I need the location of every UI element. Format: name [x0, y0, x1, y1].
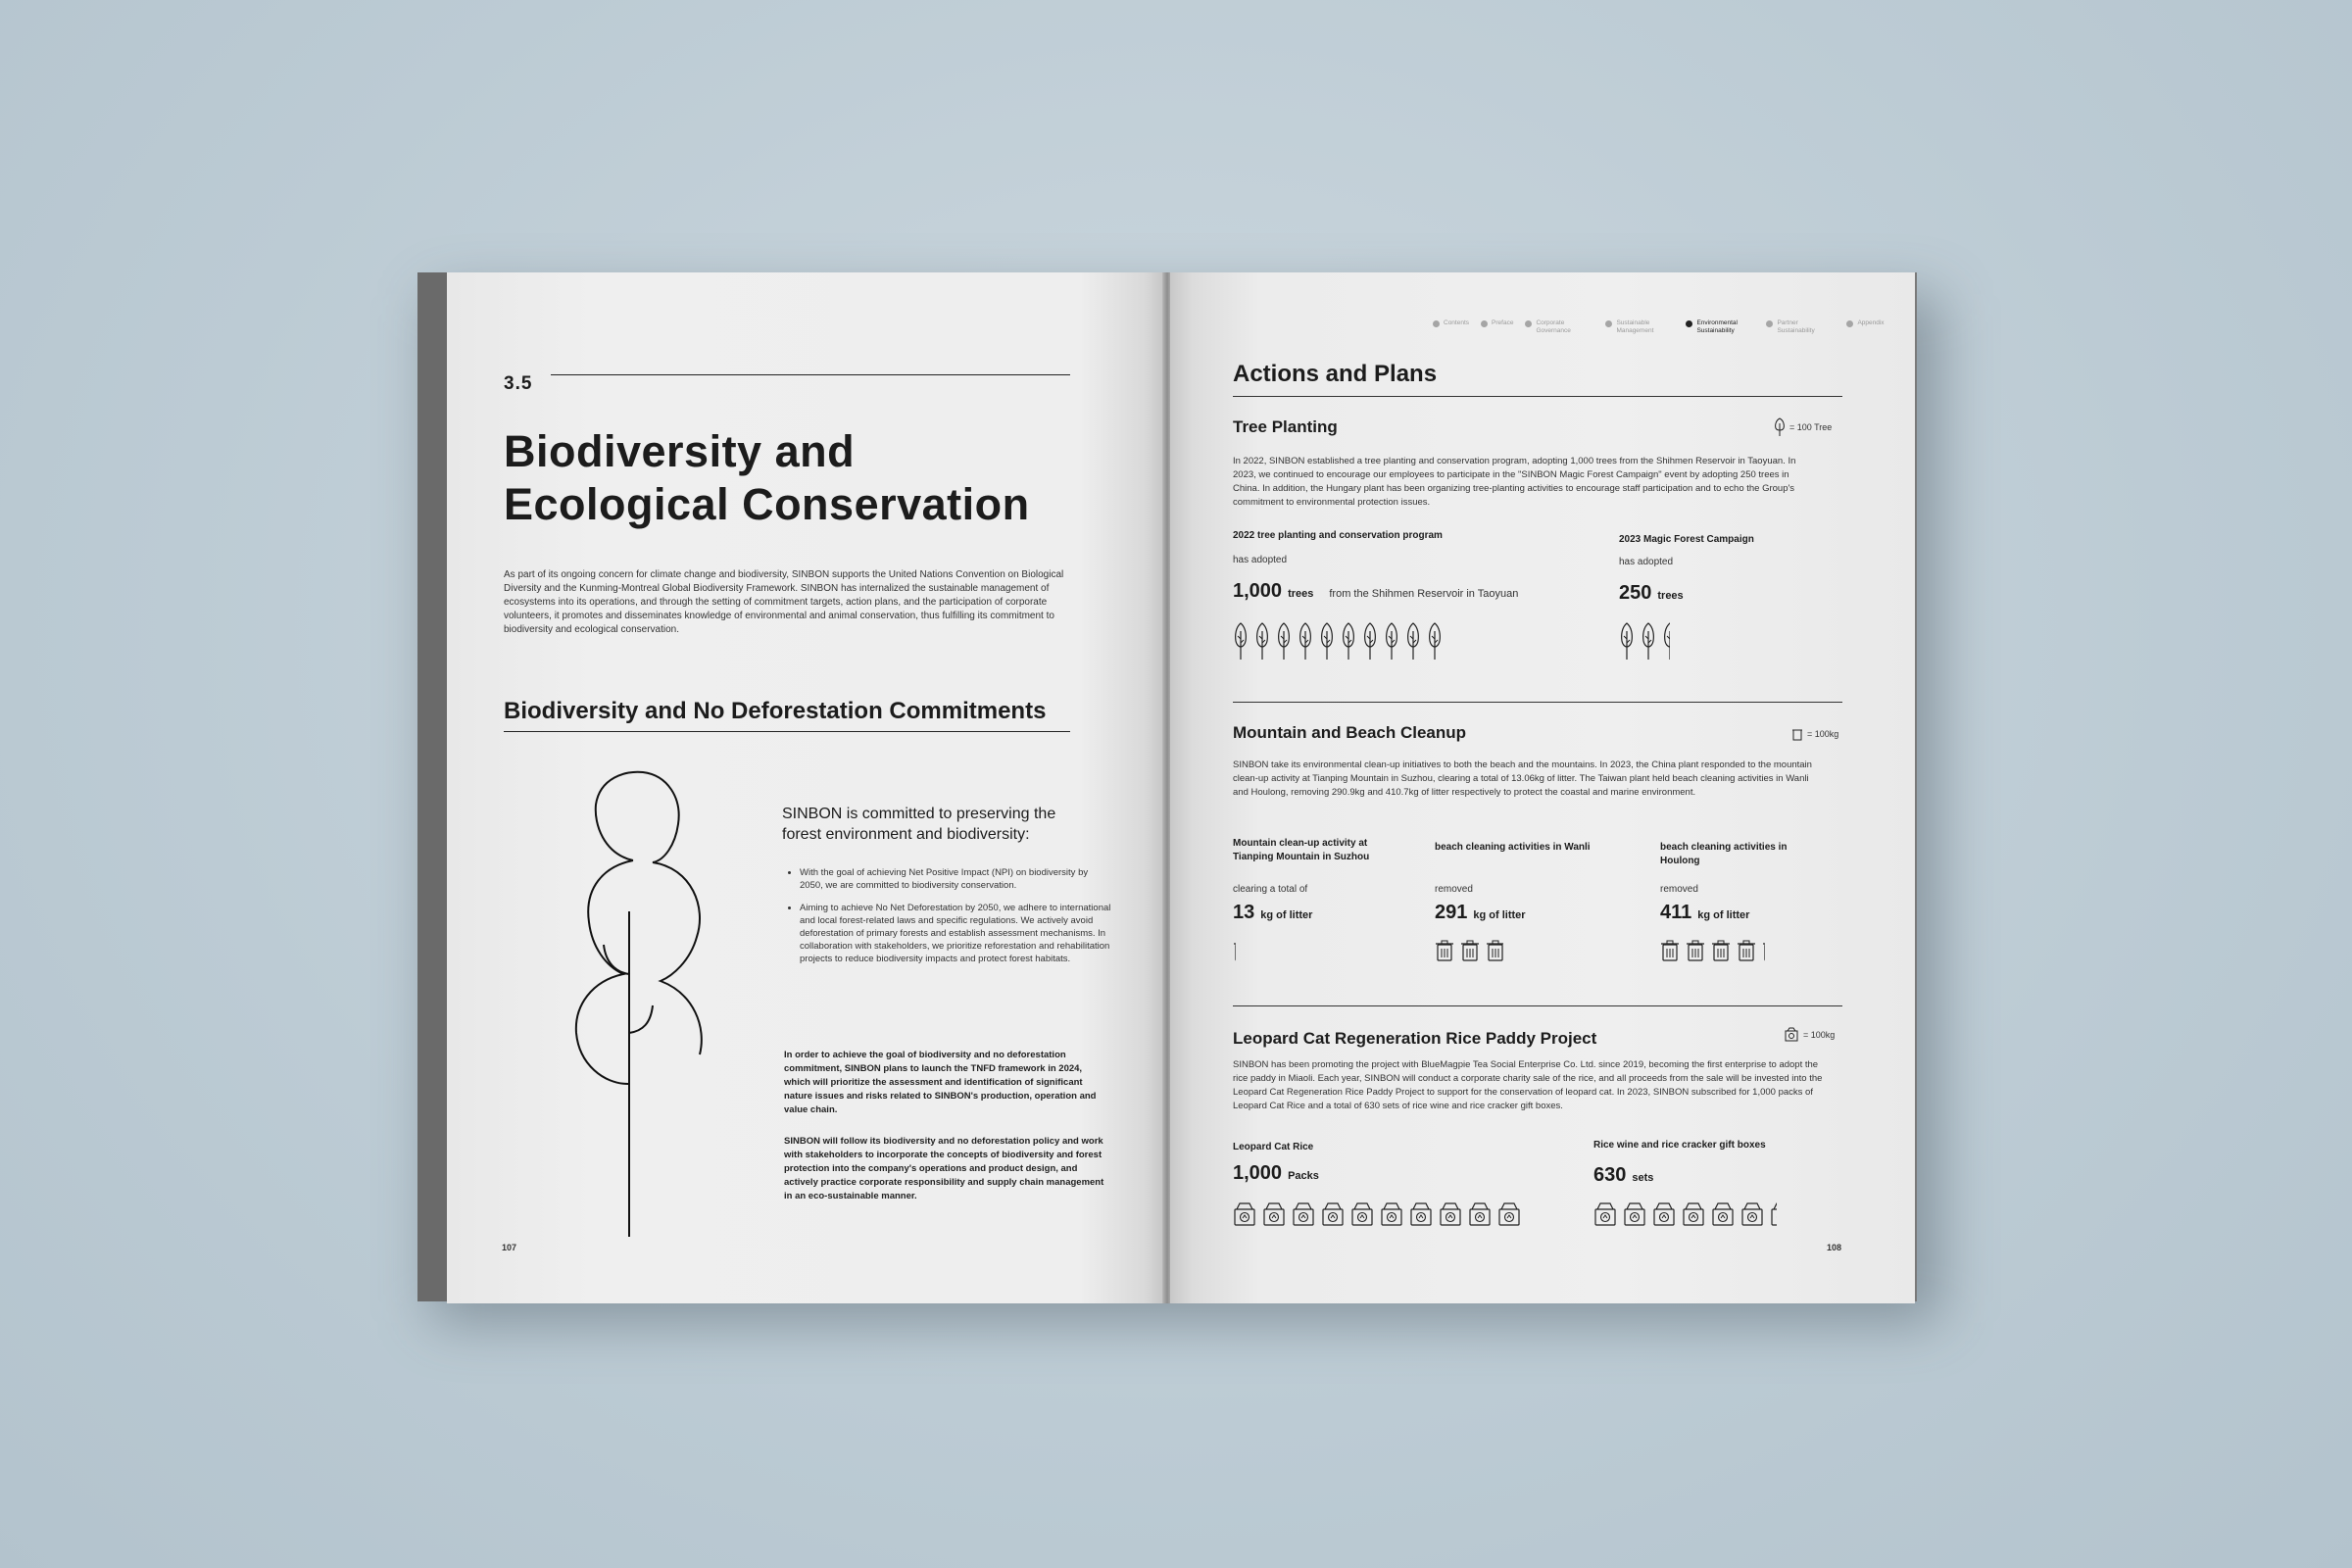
title-line-1: Biodiversity and [504, 426, 856, 476]
cleanup-col2-stat [1435, 902, 1526, 924]
tree-col2-title: 2023 Magic Forest Campaign [1619, 534, 1754, 545]
rice-pictogram-icon [1409, 1201, 1433, 1227]
section-rule [551, 374, 1070, 375]
stat-value: 13 [1233, 902, 1255, 923]
stat-unit: trees [1288, 588, 1314, 600]
nav-dot-icon [1766, 320, 1773, 327]
rice-pictogram-icon [1233, 1201, 1256, 1227]
title-rule [1233, 396, 1842, 397]
stat-unit: sets [1632, 1172, 1654, 1184]
cleanup-col2-pre: removed [1435, 884, 1473, 895]
stat-unit: trees [1657, 590, 1684, 602]
rice-legend: = 100kg [1784, 1027, 1835, 1043]
stat-value: 411 [1660, 902, 1692, 923]
nav-dot-icon [1846, 320, 1853, 327]
trash-pictogram-icon [1460, 939, 1480, 962]
tree-planting-paragraph: In 2022, SINBON established a tree planting and conservation program, adopting 1,000 trees from the Shihmen Reservoir in Taoyuan. In 2023, we continued to encourage our employees to participate in the "SINBON Magic Forest Campaign" event by adopting 250 trees in China. In addition, the Hungary plant has been organizing tree-planting activities to encourage staff participation and to echo the Group's commitment to environmental protection issues. [1233, 456, 1796, 508]
commitment-bullets [782, 866, 1113, 975]
tree-pictogram-icon [1619, 621, 1635, 661]
stat-value: 291 [1435, 902, 1468, 923]
trash-pictogram-icon [1435, 939, 1454, 962]
nav-environmental-sustainability[interactable]: Environmental Sustainability [1686, 319, 1754, 335]
rice-pictogram-icon [1740, 1201, 1764, 1227]
rice-pictogram-icon [1623, 1201, 1646, 1227]
cleanup-legend: = 100kg [1791, 727, 1838, 741]
policy-paragraph: SINBON will follow its biodiversity and no deforestation policy and work with stakeholders to incorporate the concepts of biodiversity and forest protection into the company's operations and product design, and actively practice corporate responsibility and supply chain management in an eco-sustainable manner. [784, 1136, 1104, 1201]
cleanup-col1-title: Mountain clean-up activity at Tianping Mountain in Suzhou [1233, 838, 1370, 862]
rice-paragraph: SINBON has been promoting the project with BlueMagpie Tea Social Enterprise Co. Ltd. since 2019, becoming the first enterprise to adopt the rice paddy in Miaoli. Each year, SINBON will conduct a corporate charity sale of the rice, and all proceeds from the sale will be invested into the Leopard Cat Regeneration Rice Paddy Project to support for the conservation of leopard cat. In 2023, SINBON subscribed for 1,000 packs of Leopard Cat Rice and a total of 630 sets of rice wine and rice cracker gift boxes. [1233, 1059, 1823, 1111]
rice-pictogram-icon [1262, 1201, 1286, 1227]
nav-dot-icon [1481, 320, 1488, 327]
nav-appendix[interactable]: Appendix [1846, 319, 1884, 335]
tree-pictogram-icon [1341, 621, 1356, 661]
page-number-right: 108 [1827, 1243, 1842, 1252]
nav-sustainable-management[interactable]: Sustainable Management [1605, 319, 1674, 335]
tree-pictogram-icon [1384, 621, 1399, 661]
stat-value: 250 [1619, 582, 1652, 604]
rice-col2-icons [1593, 1201, 1777, 1227]
nav-preface[interactable]: Preface [1481, 319, 1513, 335]
section-rule [1233, 702, 1842, 703]
tree-legend: = 100 Tree [1774, 417, 1832, 437]
tree-planting-heading: Tree Planting [1233, 417, 1338, 436]
stat-value: 1,000 [1233, 1162, 1283, 1184]
rice-pictogram-icon [1682, 1201, 1705, 1227]
rice-col2-title: Rice wine and rice cracker gift boxes [1593, 1140, 1766, 1151]
cleanup-col1-icons [1233, 939, 1236, 962]
cleanup-heading: Mountain and Beach Cleanup [1233, 723, 1467, 742]
cleanup-col2-title: beach cleaning activities in Wanli [1435, 842, 1591, 853]
bullet-item: • Aiming to achieve No Net Deforestation by 2050, we adhere to international and local forest-related laws and specific regulations. We actively avoid deforestation of primary forests and establish assessment mechanisms. In collaboration with stakeholders, we prioritize reforestation and rehabilitation projects to reduce biodiversity impacts and protect forest habitats. [800, 902, 1113, 965]
commitment-heading: SINBON is committed to preserving the forest environment and biodiversity: [782, 806, 1056, 843]
trash-pictogram-icon [1762, 939, 1765, 962]
page-number-left: 107 [502, 1243, 517, 1252]
tree-col2-stat [1619, 582, 1684, 605]
bullet-item: • With the goal of achieving Net Positive Impact (NPI) on biodiversity by 2050, we are committed to biodiversity conservation. [800, 866, 1113, 892]
cleanup-col2-icons [1435, 939, 1503, 962]
tnfd-paragraph: In order to achieve the goal of biodiversity and no deforestation commitment, SINBON plans to launch the TNFD framework in 2024, which will prioritize the assessment and identification of significant nature issues and risks related to SINBON's production, operation and value chain. [784, 1050, 1097, 1115]
rice-pack-legend-icon [1784, 1027, 1799, 1043]
tree-pictogram-icon [1641, 621, 1656, 661]
cleanup-col3-icons [1660, 939, 1765, 962]
commitments-heading: Biodiversity and No Deforestation Commitments [504, 698, 1047, 724]
page-title [504, 425, 1030, 531]
trash-pictogram-icon [1737, 939, 1756, 962]
tree-pictogram-icon [1405, 621, 1421, 661]
stat-value: 1,000 [1233, 580, 1283, 602]
section-rule [1233, 1005, 1842, 1006]
rice-pictogram-icon [1350, 1201, 1374, 1227]
rice-pictogram-icon [1468, 1201, 1492, 1227]
trash-pictogram-icon [1686, 939, 1705, 962]
left-page [447, 272, 1166, 1303]
tree-pictogram-icon [1362, 621, 1378, 661]
stat-value: 630 [1593, 1164, 1627, 1186]
right-page [1170, 272, 1915, 1303]
rice-col1-icons [1233, 1201, 1521, 1227]
nav-dot-icon [1605, 320, 1612, 327]
tree-pictogram-icon [1319, 621, 1335, 661]
book-cover-edge-left [417, 272, 447, 1301]
tree-pictogram-icon [1427, 621, 1443, 661]
rice-pictogram-icon [1380, 1201, 1403, 1227]
cleanup-col3-title: beach cleaning activities in Houlong [1660, 842, 1788, 866]
tree-pictogram-icon [1233, 621, 1249, 661]
rice-pictogram-icon [1439, 1201, 1462, 1227]
tree-col1-pre: has adopted [1233, 555, 1288, 565]
rice-pictogram-icon [1321, 1201, 1345, 1227]
trash-pictogram-icon [1486, 939, 1503, 962]
rice-pictogram-icon [1593, 1201, 1617, 1227]
tree-pictogram-icon [1662, 621, 1670, 661]
rice-col1-title: Leopard Cat Rice [1233, 1142, 1314, 1152]
rice-col2-stat [1593, 1164, 1653, 1187]
nav-dot-icon [1686, 320, 1692, 327]
nav-contents[interactable]: Contents [1433, 319, 1469, 335]
tree-illustration-icon [535, 770, 711, 1241]
stat-unit: kg of litter [1260, 909, 1313, 921]
rice-pictogram-icon [1770, 1201, 1777, 1227]
rice-pictogram-icon [1292, 1201, 1315, 1227]
rice-heading: Leopard Cat Regeneration Rice Paddy Project [1233, 1029, 1597, 1048]
rice-pictogram-icon [1711, 1201, 1735, 1227]
tree-col1-title: 2022 tree planting and conservation program [1233, 530, 1443, 541]
stat-unit: Packs [1288, 1170, 1319, 1182]
cleanup-col1-pre: clearing a total of [1233, 884, 1308, 895]
section-number: 3.5 [504, 373, 533, 394]
tree-pictogram-icon [1254, 621, 1270, 661]
title-line-2: Ecological Conservation [504, 479, 1030, 529]
trash-legend-icon [1791, 727, 1803, 741]
cleanup-col3-stat [1660, 902, 1749, 924]
heading-rule [504, 731, 1070, 732]
nav-corporate-governance[interactable]: Corporate Governance [1525, 319, 1593, 335]
tree-col2-icons [1619, 621, 1670, 661]
nav-dot-icon [1525, 320, 1532, 327]
trash-pictogram-icon [1660, 939, 1680, 962]
cleanup-col1-stat [1233, 902, 1312, 924]
trash-pictogram-icon [1711, 939, 1731, 962]
tree-col2-pre: has adopted [1619, 557, 1674, 567]
stat-unit: kg of litter [1697, 909, 1750, 921]
tree-pictogram-icon [1298, 621, 1313, 661]
section-navigation [1433, 319, 1885, 335]
rice-pictogram-icon [1652, 1201, 1676, 1227]
rice-pictogram-icon [1497, 1201, 1521, 1227]
tree-col1-icons [1233, 621, 1443, 661]
intro-paragraph: As part of its ongoing concern for climate change and biodiversity, SINBON supports the United Nations Convention on Biological Diversity and the Kunming-Montreal Global Biodiversity Framework. SINBON has internalized the sustainable management of ecosystems into its operations, and through the setting of commitment targets, action plans, and the participation of corporate volunteers, it promotes and disseminates knowledge of environmental and animal conservation, thus fulfilling its commitment to biodiversity and ecological conservation. [504, 569, 1064, 635]
cleanup-paragraph: SINBON take its environmental clean-up initiatives to both the beach and the mountains. In 2023, the China plant responded to the mountain clean-up activity at Tianping Mountain in Suzhou, clearing a total of 13.06kg of litter. The Taiwan plant held beach cleaning activities in Wanli and Houlong, removing 290.9kg and 410.7kg of litter respectively to protect the coastal and marine environment. [1233, 760, 1812, 798]
tree-col1-stat [1233, 580, 1518, 603]
nav-partner-sustainability[interactable]: Partner Sustainability [1766, 319, 1835, 335]
stat-note: from the Shihmen Reservoir in Taoyuan [1329, 588, 1519, 600]
trash-pictogram-icon [1233, 939, 1236, 962]
tree-legend-icon [1774, 417, 1786, 437]
stat-unit: kg of litter [1473, 909, 1526, 921]
nav-dot-icon [1433, 320, 1440, 327]
tree-pictogram-icon [1276, 621, 1292, 661]
rice-col1-stat [1233, 1162, 1319, 1185]
cleanup-col3-pre: removed [1660, 884, 1698, 895]
actions-plans-title: Actions and Plans [1233, 361, 1438, 387]
